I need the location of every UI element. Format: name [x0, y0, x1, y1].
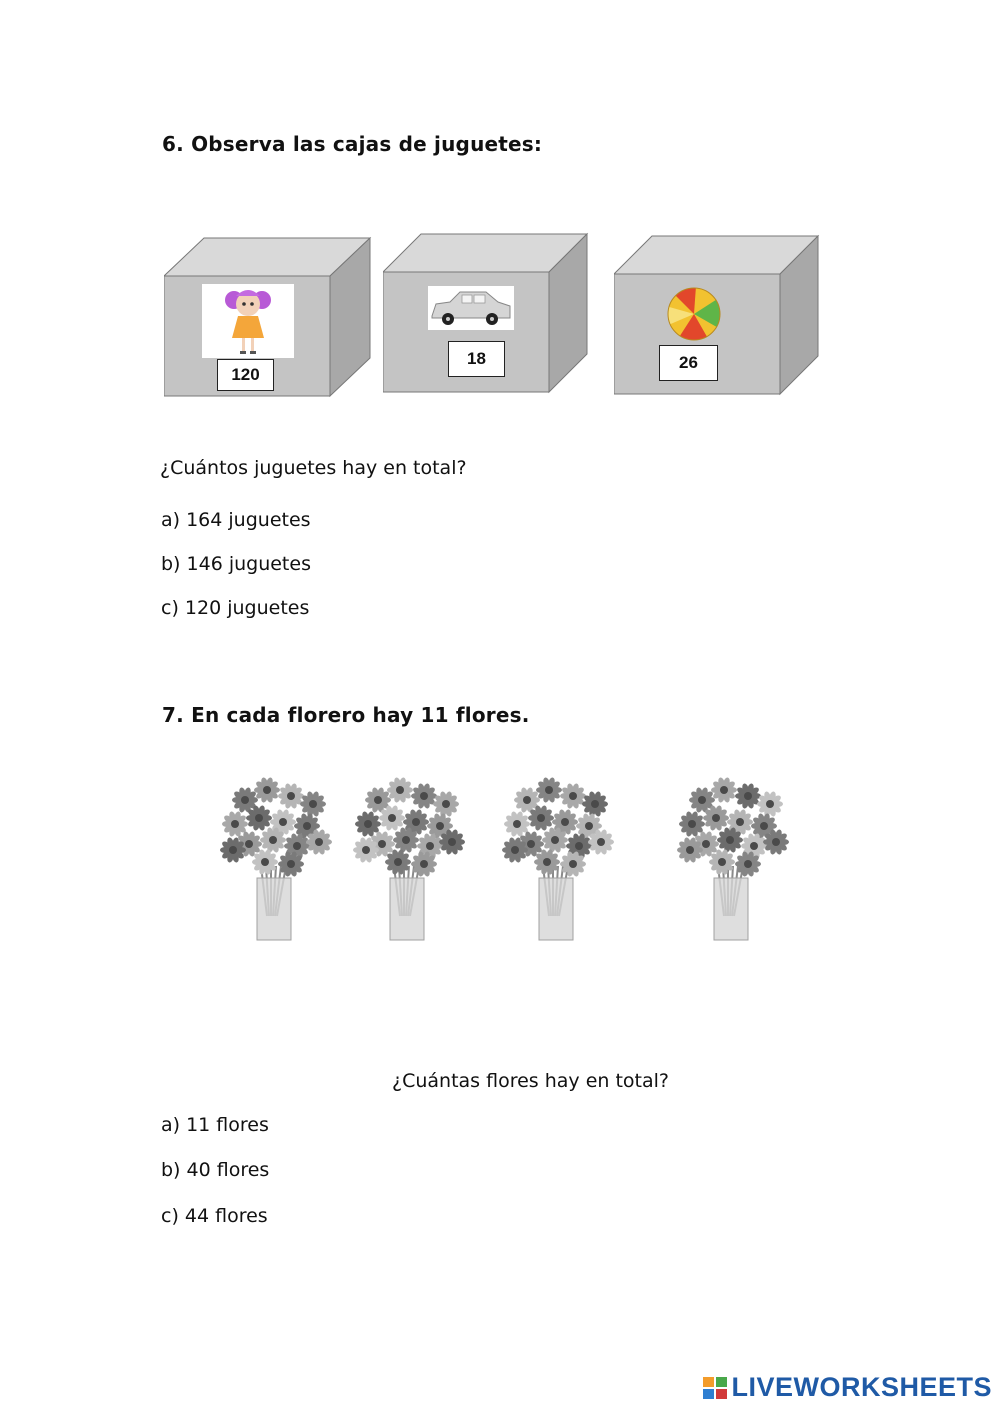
brand-text: LIVEWORKSHEETS [731, 1372, 992, 1402]
question-7-option-a[interactable]: a) 11 flores [161, 1114, 269, 1136]
question-6-title: 6. Observa las cajas de juguetes: [162, 132, 543, 156]
liveworksheets-logo-icon [703, 1377, 727, 1399]
box-2-count-label: 18 [448, 341, 505, 377]
question-6-option-a[interactable]: a) 164 juguetes [161, 509, 311, 531]
flower-vase-icon [497, 766, 615, 946]
doll-picture [202, 284, 294, 358]
question-6-option-b[interactable]: b) 146 juguetes [161, 553, 311, 575]
box-3-count-label: 26 [659, 345, 718, 381]
question-6-option-c[interactable]: c) 120 juguetes [161, 597, 310, 619]
box-1-count-label: 120 [217, 359, 274, 391]
flower-vase-icon [215, 766, 333, 946]
question-7-option-c[interactable]: c) 44 flores [161, 1205, 268, 1227]
liveworksheets-brand[interactable] [703, 1372, 992, 1403]
question-7-prompt: ¿Cuántas flores hay en total? [392, 1070, 669, 1092]
doll-icon [202, 284, 294, 358]
car-picture [428, 286, 514, 330]
ball-icon [666, 286, 722, 342]
car-icon [428, 286, 514, 330]
flower-vase-icon [672, 766, 790, 946]
question-6-prompt: ¿Cuántos juguetes hay en total? [160, 457, 467, 479]
question-7-title: 7. En cada florero hay 11 flores. [162, 703, 530, 727]
question-7-option-b[interactable]: b) 40 flores [161, 1159, 270, 1181]
flower-vase-icon [348, 766, 466, 946]
